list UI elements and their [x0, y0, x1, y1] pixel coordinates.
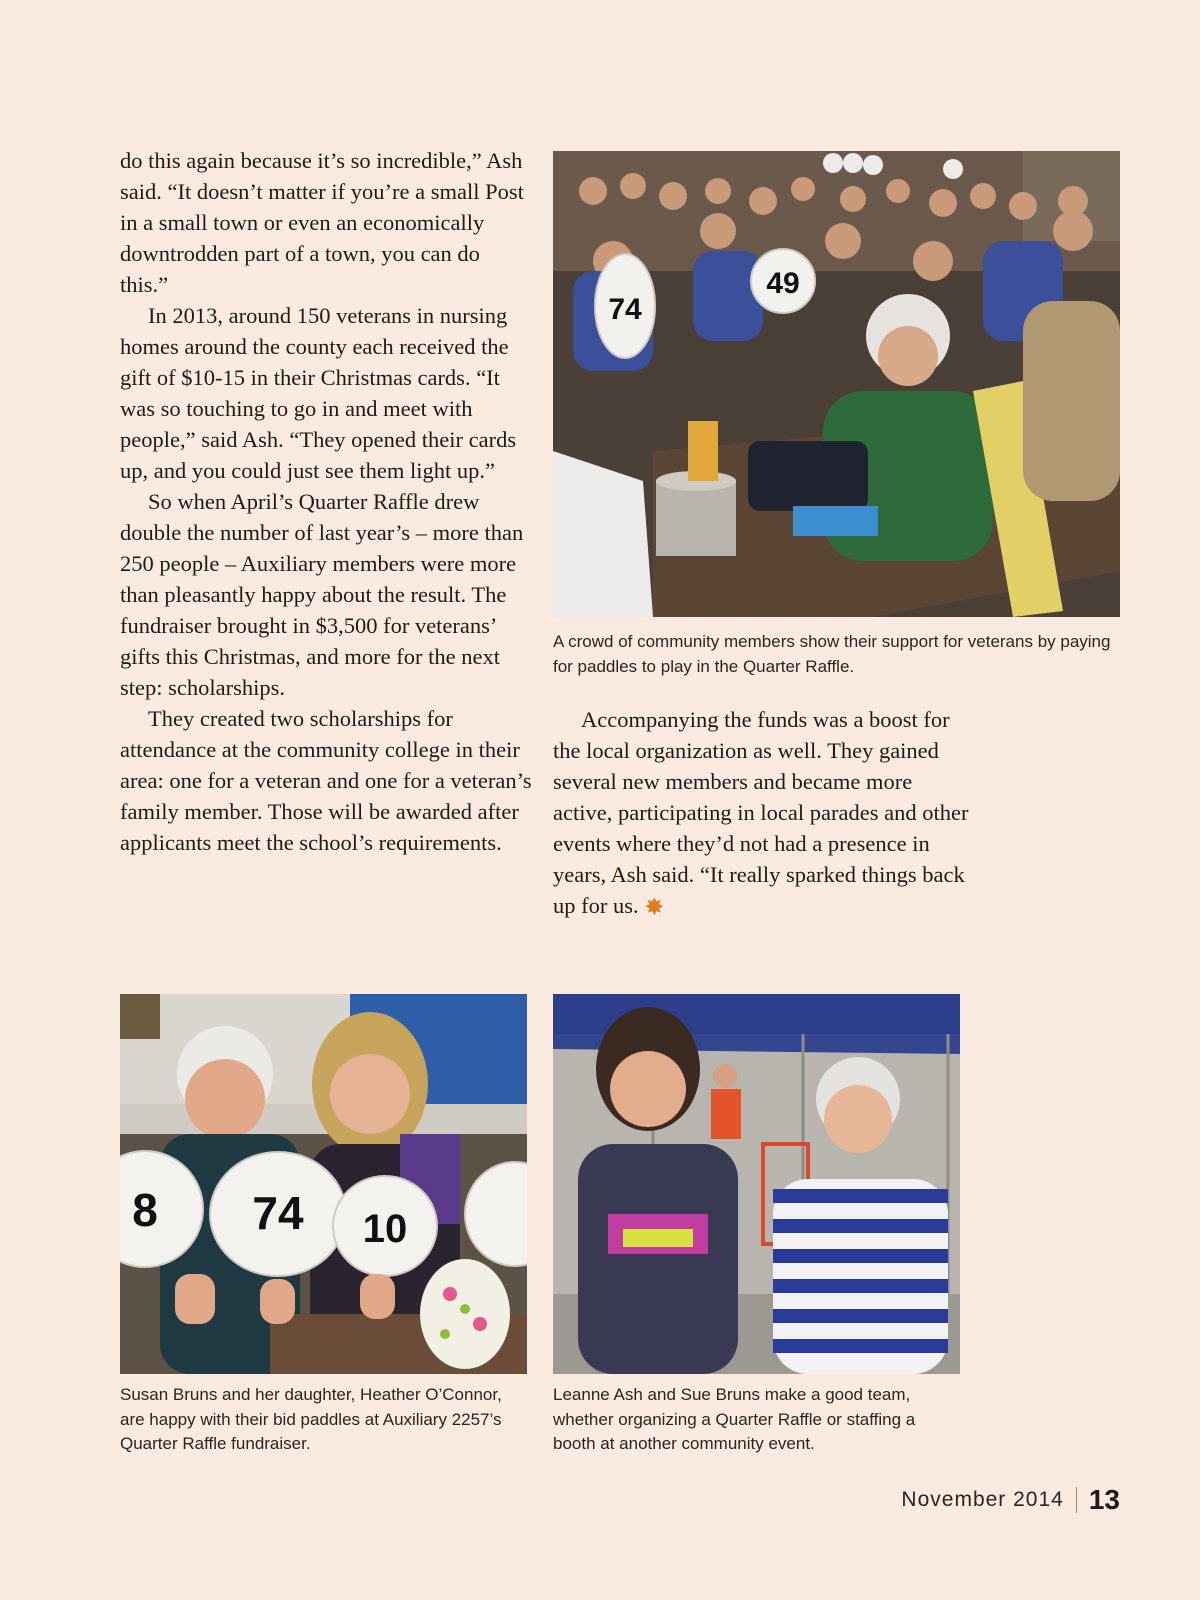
paragraph: do this again because it’s so incredible,” Ash said. “It doesn’t matter if you’re a small Post in a small town or even an economically downtrodden part of a town, you can do this.” [120, 148, 524, 297]
crowd-photo-caption: A crowd of community members show their support for veterans by paying for paddles to play in the Quarter Raffle. [553, 632, 1111, 676]
paragraph: So when April’s Quarter Raffle drew double the number of last year’s – more than 250 people – Auxiliary members were more than pleasantly happy about the result. The fundraiser brought in $3,500 for veterans’ gifts this Christmas, and more for the next step: scholarships. [120, 489, 524, 700]
issue-date: November 2014 [901, 1488, 1064, 1511]
crowd-photo [553, 151, 1120, 617]
article-column-right [553, 704, 973, 924]
footer-divider [1076, 1487, 1077, 1513]
paragraph [553, 704, 973, 924]
bruns-photo-caption: Susan Bruns and her daughter, Heather O’Connor, are happy with their bid paddles at Auxiliary 2257’s Quarter Raffle fundraiser. [120, 1385, 502, 1453]
paragraph: In 2013, around 150 veterans in nursing homes around the county each received the gift of $10-15 in their Christmas cards. “It was so touching to go in and meet with people,” said Ash. “They opened their cards up, and you could just see them light up.” [120, 303, 517, 483]
ash-photo-caption: Leanne Ash and Sue Bruns make a good team, whether organizing a Quarter Raffle or staffing a booth at another community event. [553, 1385, 916, 1453]
ash-photo [553, 994, 960, 1374]
paddle-number: 10 [362, 1207, 408, 1251]
article-column-left [120, 145, 532, 858]
bruns-photo [120, 994, 527, 1374]
paddle-number: 8 [132, 1184, 158, 1236]
paragraph: They created two scholarships for attendance at the community college in their area: one for a veteran and one for a veteran’s family member. Those will be awarded after applicants meet the school’s requirements. [120, 706, 532, 855]
paddle-number: 74 [608, 293, 642, 326]
paragraph-text: Accompanying the funds was a boost for the local organization as well. They gained several new members and became more active, participating in local parades and other events where they’d not had a presence in years, Ash said. “It really sparked things back up for us. [553, 707, 969, 918]
paddle-number: 74 [252, 1187, 304, 1239]
paddle-number: 49 [766, 267, 800, 300]
end-of-article-icon: ✸ [644, 895, 665, 921]
page-number: 13 [1088, 1484, 1120, 1515]
page-footer [901, 1484, 1120, 1516]
